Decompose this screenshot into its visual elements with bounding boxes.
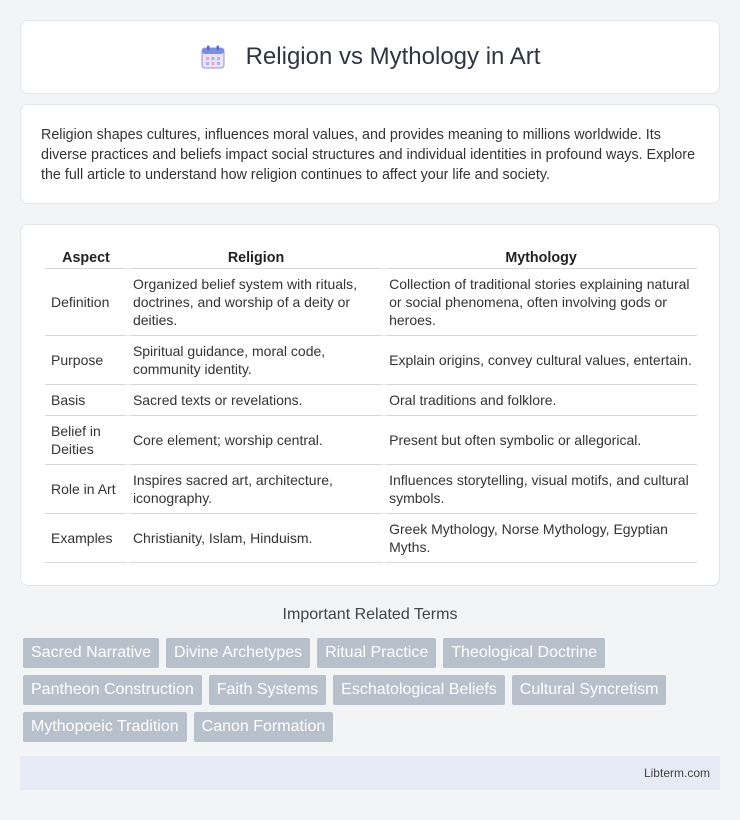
intro-card	[20, 104, 720, 204]
tag-ritual-practice[interactable]: Ritual Practice	[317, 638, 436, 668]
cell-mythology: Collection of traditional stories explaining natural or social phenomena, often involving gods or heroes.	[385, 269, 697, 336]
cell-mythology: Influences storytelling, visual motifs, and cultural symbols.	[385, 465, 697, 514]
table-row	[45, 514, 697, 563]
tag-cultural-syncretism[interactable]: Cultural Syncretism	[512, 675, 667, 705]
tag-theological-doctrine[interactable]: Theological Doctrine	[443, 638, 605, 668]
cell-mythology: Greek Mythology, Norse Mythology, Egyptian Myths.	[385, 514, 697, 563]
table-row	[45, 269, 697, 336]
page-title: Religion vs Mythology in Art	[245, 43, 541, 70]
table-row	[45, 336, 697, 385]
calendar-icon	[200, 44, 226, 70]
related-terms-tags	[23, 638, 723, 742]
table-header-row	[45, 245, 697, 269]
cell-religion: Spiritual guidance, moral code, community identity.	[129, 336, 383, 385]
cell-aspect: Belief in Deities	[45, 416, 127, 465]
table-row	[45, 465, 697, 514]
tag-canon-formation[interactable]: Canon Formation	[194, 712, 334, 742]
header-aspect: Aspect	[45, 245, 127, 269]
table-row	[45, 385, 697, 416]
comparison-table-card	[20, 224, 720, 586]
tag-sacred-narrative[interactable]: Sacred Narrative	[23, 638, 159, 668]
table-row	[45, 416, 697, 465]
header-religion: Religion	[129, 245, 383, 269]
tag-faith-systems[interactable]: Faith Systems	[209, 675, 326, 705]
cell-mythology: Present but often symbolic or allegorical.	[385, 416, 697, 465]
tag-divine-archetypes[interactable]: Divine Archetypes	[166, 638, 310, 668]
header-mythology: Mythology	[385, 245, 697, 269]
cell-aspect: Role in Art	[45, 465, 127, 514]
cell-religion: Sacred texts or revelations.	[129, 385, 383, 416]
related-terms-title: Important Related Terms	[282, 606, 458, 623]
footer	[20, 756, 720, 790]
cell-religion: Organized belief system with rituals, doctrines, and worship of a deity or deities.	[129, 269, 383, 336]
cell-aspect: Definition	[45, 269, 127, 336]
header-inner	[200, 43, 541, 71]
header-card	[20, 20, 720, 94]
cell-religion: Inspires sacred art, architecture, iconography.	[129, 465, 383, 514]
comparison-table	[43, 245, 699, 563]
tag-mythopoeic-tradition[interactable]: Mythopoeic Tradition	[23, 712, 187, 742]
footer-site-link[interactable]: Libterm.com	[643, 766, 710, 780]
cell-religion: Christianity, Islam, Hinduism.	[129, 514, 383, 563]
cell-aspect: Basis	[45, 385, 127, 416]
intro-text: Religion shapes cultures, influences moral values, and provides meaning to millions worldwide. Its diverse practices and beliefs impact social structures and individual identities in profound ways. Explore the full article to understand how religion continues to affect your life and society.	[41, 127, 696, 183]
cell-aspect: Purpose	[45, 336, 127, 385]
tag-pantheon-construction[interactable]: Pantheon Construction	[23, 675, 202, 705]
cell-religion: Core element; worship central.	[129, 416, 383, 465]
cell-aspect: Examples	[45, 514, 127, 563]
cell-mythology: Oral traditions and folklore.	[385, 385, 697, 416]
tag-eschatological-beliefs[interactable]: Eschatological Beliefs	[333, 675, 505, 705]
cell-mythology: Explain origins, convey cultural values, entertain.	[385, 336, 697, 385]
